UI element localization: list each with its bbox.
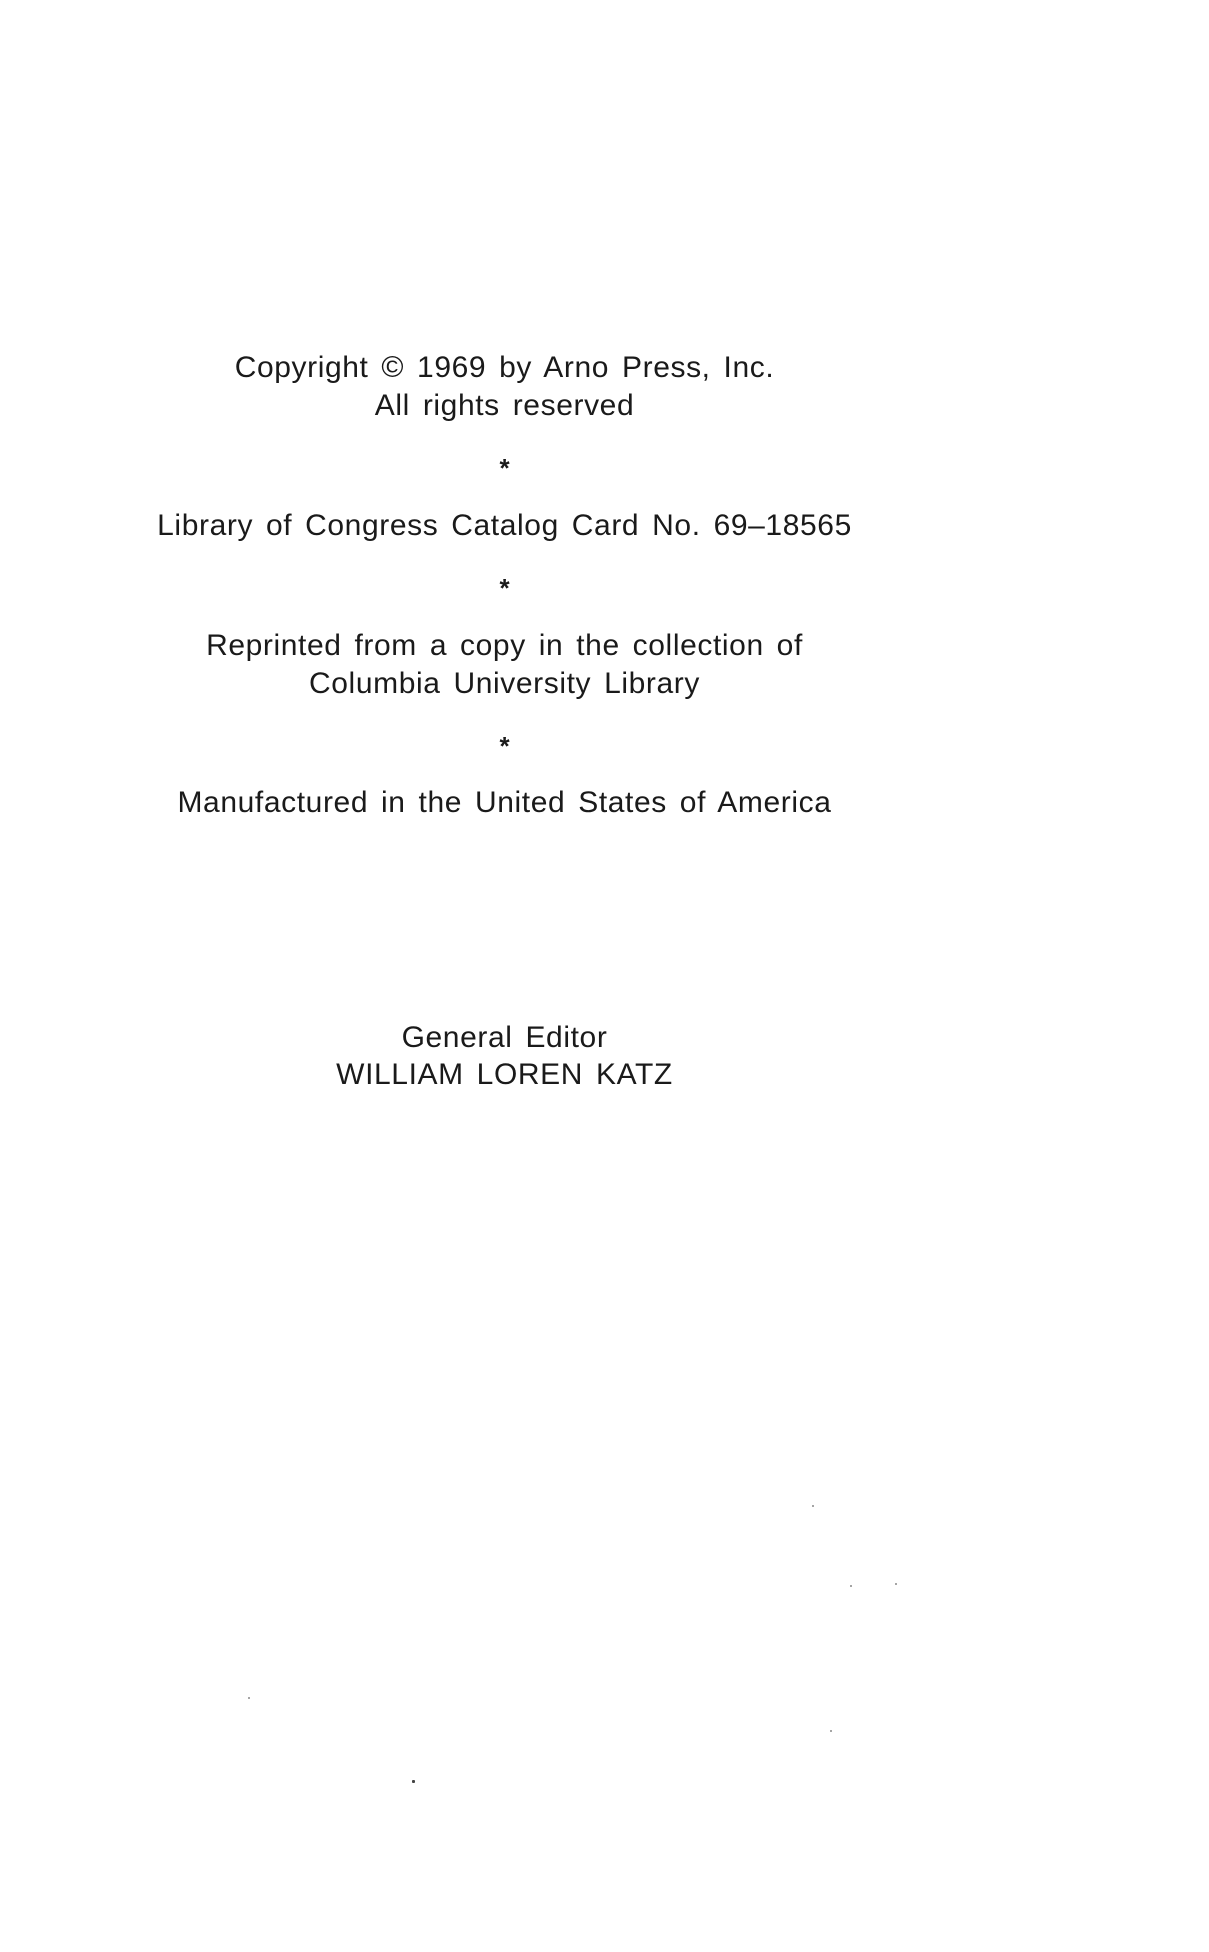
scan-speck (248, 1697, 250, 1699)
scan-speck (895, 1583, 897, 1585)
scan-speck (812, 1505, 814, 1507)
catalog-card-line: Library of Congress Catalog Card No. 69–18565 (157, 509, 852, 542)
scan-speck (412, 1780, 415, 1783)
scan-speck (830, 1730, 832, 1732)
copyright-line: Copyright © 1969 by Arno Press, Inc. (234, 351, 775, 384)
separator-star-1: * (499, 453, 510, 483)
manufactured-line: Manufactured in the United States of America (177, 786, 832, 819)
editor-name: WILLIAM LOREN KATZ (336, 1058, 673, 1091)
reprint-line: Reprinted from a copy in the collection of (206, 629, 803, 662)
library-line: Columbia University Library (309, 667, 700, 700)
editor-role: General Editor (401, 1021, 608, 1054)
rights-reserved-line: All rights reserved (374, 389, 635, 422)
scan-speck (850, 1585, 852, 1587)
separator-star-2: * (499, 573, 510, 603)
separator-star-3: * (499, 731, 510, 761)
